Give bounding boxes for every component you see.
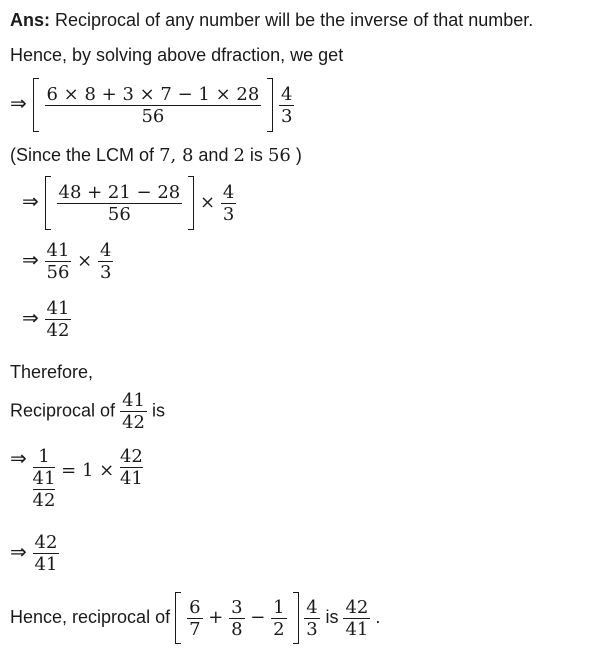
implies-arrow: ⇒ (10, 539, 27, 564)
implies-arrow: ⇒ (10, 446, 27, 470)
fraction: $\frac{42}{41}$ (119, 446, 143, 489)
fraction: $\frac{41}{56}$ (46, 240, 70, 283)
step-1 (10, 78, 294, 132)
implies-arrow: ⇒ (22, 305, 39, 330)
right-bracket (293, 592, 299, 644)
multiplier-fraction: $\frac{4}{3}$ (222, 181, 235, 225)
complex-fraction: 1 41 42 (32, 446, 56, 511)
solve-intro: Hence, by solving above dfraction, we get (10, 45, 344, 65)
final-answer: Hence, reciprocal of $\frac{6}{7}$ + $\frac{3}{8}$ − $\frac{1}{2}$ $\frac{4}{3}$ is $\frac{42}{41}$ . (10, 592, 380, 644)
implies-arrow: ⇒ (10, 91, 27, 115)
lcm-note: (Since the LCM of 7, 8 and 2 is 56 ) (10, 145, 302, 166)
implies-arrow: ⇒ (22, 247, 39, 272)
times-sign: × (200, 192, 216, 213)
fraction: $\frac{41}{42}$ (46, 298, 70, 341)
therefore-text: Therefore, (10, 362, 94, 382)
left-bracket (175, 592, 181, 644)
denominator: 56 (141, 105, 165, 127)
left-bracket (33, 78, 39, 132)
right-bracket (188, 176, 194, 230)
step-3 (22, 240, 113, 283)
left-bracket (45, 176, 51, 230)
step-4 (22, 298, 71, 341)
fraction: $\frac{41}{42}$ (122, 390, 145, 433)
equals-one-times: = 1 × (61, 460, 115, 481)
answer-intro-text: Reciprocal of any number will be the inverse of that number. (55, 10, 534, 30)
implies-arrow: ⇒ (22, 189, 39, 213)
fraction (45, 84, 262, 127)
numerator: 6 × 8 + 3 × 7 − 1 × 28 (46, 83, 260, 105)
multiplier-fraction: $\frac{4}{3}$ (281, 83, 293, 127)
fraction: $\frac{48 + 21 - 28}{56}$ (58, 181, 181, 225)
step-2 (22, 176, 236, 230)
reciprocal-step (10, 446, 143, 511)
multiplier-fraction: $\frac{4}{3}$ (99, 240, 112, 283)
times-sign: × (77, 250, 93, 272)
step-final (10, 532, 59, 575)
answer-intro (10, 10, 533, 31)
right-bracket (267, 78, 273, 132)
ans-label: Ans: (10, 10, 50, 30)
reciprocal-of-line: Reciprocal of $\frac{41}{42}$ is (10, 390, 165, 433)
fraction: $\frac{42}{41}$ (34, 532, 58, 575)
